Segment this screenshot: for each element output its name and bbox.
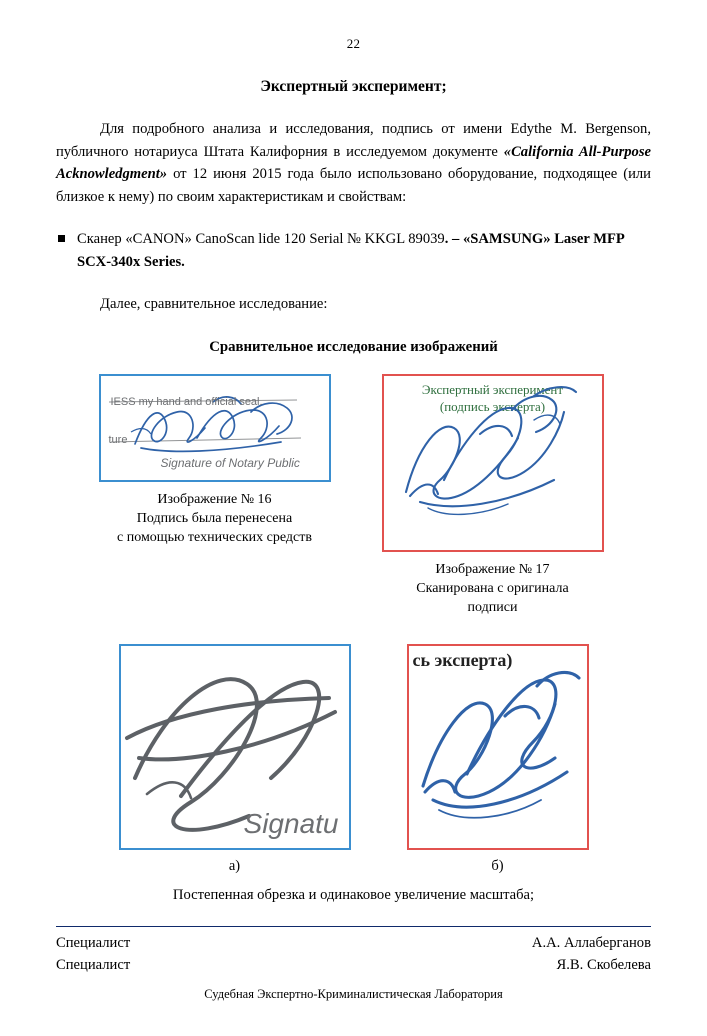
page-footer bbox=[56, 926, 651, 1002]
comparison-row-bottom bbox=[0, 644, 707, 875]
equipment-list-item bbox=[56, 228, 651, 273]
figure-a-text-signatu: Signatu bbox=[243, 807, 339, 839]
comparison-cell-image-17 bbox=[377, 374, 609, 618]
image-16-text-notary: Signature of Notary Public bbox=[160, 455, 300, 470]
image-16-caption-line-1: Изображение № 16 bbox=[157, 491, 272, 507]
image-16-caption bbox=[117, 490, 312, 548]
figure-b bbox=[407, 644, 589, 850]
document-page bbox=[0, 36, 707, 1036]
image-16-text-seal: IESS my hand and official seal. bbox=[110, 395, 263, 408]
paragraph-part-1: Для подробного анализа и исследования, подпись от имени Edythe M. Bergenson, публичного нотариуса Штата Калифорния в исследуемом документе bbox=[56, 121, 651, 160]
figure-a-label: а) bbox=[228, 857, 241, 874]
image-16-caption-line-3: с помощью технических средств bbox=[117, 530, 312, 546]
figure-b-label: б) bbox=[491, 857, 504, 874]
expert-signature-drawing bbox=[384, 376, 602, 550]
footer-role-1: Специалист bbox=[56, 935, 131, 952]
equipment-text bbox=[77, 228, 651, 273]
paragraph-part-2: от 12 июня 2015 года было использовано оборудование, подходящее (или близкое к нему) по своим характеристикам и свойствам: bbox=[56, 166, 651, 205]
image-16-caption-line-2: Подпись была перенесена bbox=[136, 510, 293, 526]
footer-divider bbox=[56, 926, 651, 927]
comparison-cell-a bbox=[119, 644, 351, 875]
next-step-line: Далее, сравнительное исследование: bbox=[100, 295, 328, 312]
image-17-header-line-1: Экспертный эксперимент bbox=[421, 381, 564, 397]
footer-role-2: Специалист bbox=[56, 957, 131, 974]
intro-paragraph bbox=[56, 118, 651, 208]
document-name: «California All-Purpose Acknowledgment» bbox=[56, 143, 652, 183]
equipment-printer: . – «SAMSUNG» Laser MFP SCX-340x Series. bbox=[77, 231, 625, 271]
image-17-caption-line-2: Сканирована с оригинала bbox=[416, 580, 569, 596]
image-16-text-ture: ture bbox=[108, 433, 128, 446]
footer-name-2: Я.В. Скобелева bbox=[556, 957, 651, 974]
footer-laboratory: Судебная Экспертно-Криминалистическая Лаборатория bbox=[204, 987, 503, 1001]
equipment-scanner: Сканер «CANON» CanoScan lide 120 Serial № KKGL 89039 bbox=[77, 231, 445, 248]
comparison-row-top bbox=[0, 374, 707, 618]
zoomed-expert-signature-drawing bbox=[409, 646, 587, 848]
comparison-cell-b bbox=[407, 644, 589, 875]
image-16-figure bbox=[99, 374, 331, 482]
figure-a bbox=[119, 644, 351, 850]
image-17-caption-line-1: Изображение № 17 bbox=[435, 561, 550, 577]
footer-row-1 bbox=[56, 933, 651, 955]
figure-b-header-text: сь эксперта) bbox=[412, 649, 513, 670]
image-17-caption bbox=[416, 560, 568, 618]
page-number: 22 bbox=[346, 36, 361, 51]
section-heading: Сравнительное исследование изображений bbox=[209, 338, 498, 355]
image-17-figure bbox=[382, 374, 604, 552]
footer-name-1: А.А. Аллаберганов bbox=[531, 935, 651, 952]
image-17-header-line-2: (подпись эксперта) bbox=[439, 398, 546, 414]
image-17-caption-line-3: подписи bbox=[467, 600, 518, 616]
comparison-cell-image-16 bbox=[99, 374, 331, 618]
figures-note: Постепенная обрезка и одинаковое увеличение масштаба; bbox=[172, 886, 535, 903]
page-title: Экспертный эксперимент; bbox=[260, 78, 447, 95]
footer-row-2 bbox=[56, 955, 651, 977]
bullet-square-icon bbox=[58, 235, 65, 242]
